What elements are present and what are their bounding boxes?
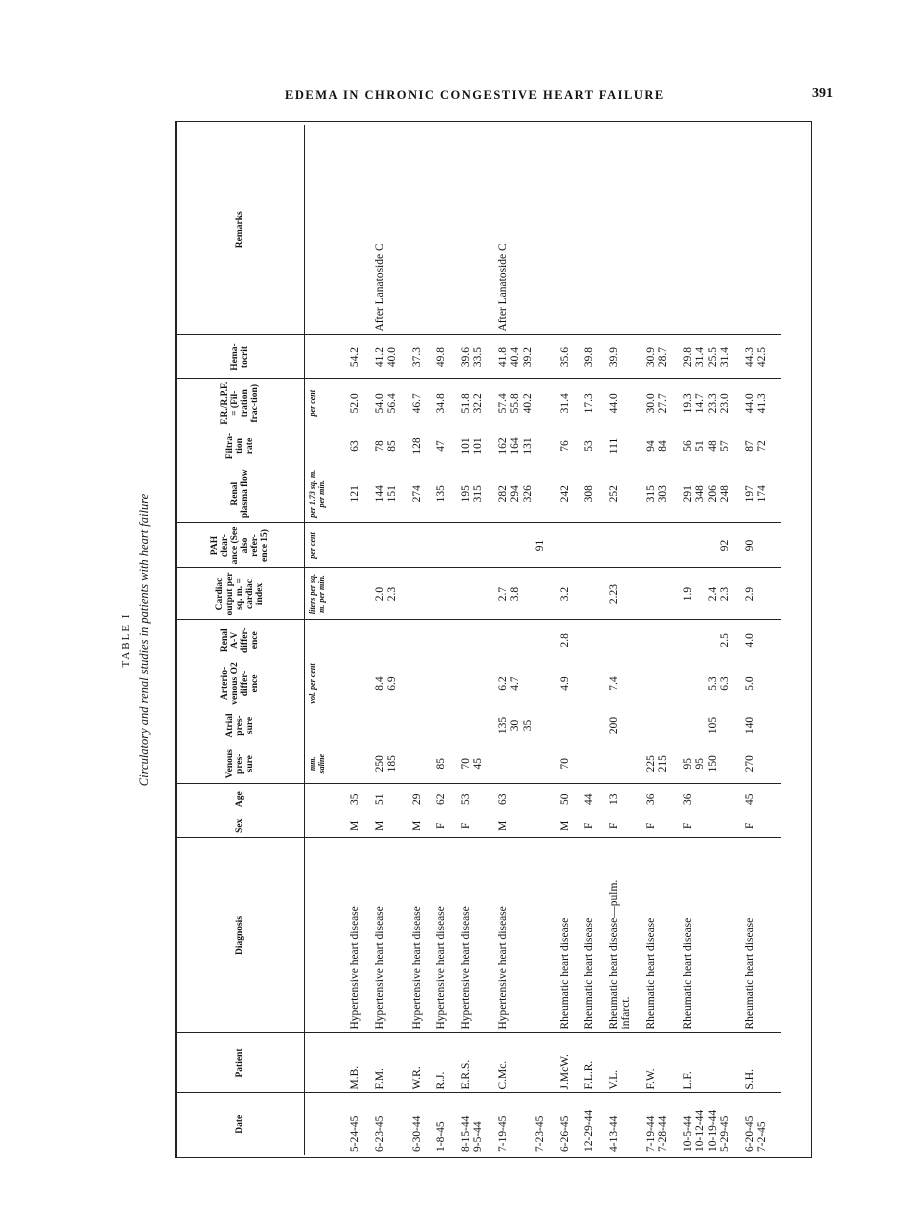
cell-remarks <box>583 125 608 335</box>
cell-ff: 52.0 <box>349 393 361 414</box>
unit-cell: vol. per cent <box>308 663 317 704</box>
cell-date: 5-24-45 <box>349 1115 361 1152</box>
cell-cardiac <box>460 568 497 620</box>
column-header: Renal plasma flow <box>175 465 305 523</box>
cell-diagnosis: Rheumatic heart disease <box>682 838 744 1033</box>
cell-atrial: 140 <box>743 716 756 735</box>
cell-av_o2: 5.3 6.3 <box>706 676 731 691</box>
cell-remarks <box>559 125 584 335</box>
cell-date: 6-30-44 <box>410 1115 423 1152</box>
cell-sex: F <box>608 814 645 838</box>
table-row <box>460 125 497 1155</box>
cell-renal_av <box>608 620 645 660</box>
cell-venous: 95 95 150 <box>682 744 744 784</box>
cell-date: 10-5-44 10-12-44 10-19-44 5-29-45 <box>681 1109 731 1152</box>
cell-rpf: 252 <box>608 465 645 523</box>
cell-sex: F <box>682 814 744 838</box>
cell-renal_av <box>349 620 374 660</box>
cell-hct: 29.8 31.4 25.5 31.4 <box>682 335 744 379</box>
cell-hct: 41.2 40.0 <box>374 335 411 379</box>
cell-patient: J.McW. <box>559 1033 584 1093</box>
cell-atrial: 105 <box>706 716 719 735</box>
cell-hct: 39.8 <box>583 335 608 379</box>
cell-renal_av <box>645 620 682 660</box>
cell-gfr: 162 164 131 <box>496 437 534 455</box>
cell-gfr: 128 <box>410 437 423 455</box>
cell-atrial <box>374 707 411 744</box>
cell-remarks <box>411 125 436 335</box>
cell-cardiac <box>411 568 436 620</box>
table-right-rule <box>175 121 812 122</box>
cell-rpf: 144 151 <box>374 465 411 523</box>
cell-rpf: 291 348 206 248 <box>682 465 744 523</box>
cell-age: 62 <box>435 793 447 805</box>
cell-atrial <box>460 707 497 744</box>
column-header: PAH clear-ance (See also refer-ence 15) <box>175 523 305 568</box>
cell-patient: C.Mc. <box>497 1033 559 1093</box>
cell-av_o2 <box>435 660 460 707</box>
cell-date: 6-23-45 <box>373 1115 386 1152</box>
column-header: Cardiac output per sq. m. = cardiac index <box>175 568 305 620</box>
unit-cell <box>305 125 350 335</box>
cell-cardiac: 2.0 2.3 <box>374 568 411 620</box>
cell-pah <box>435 523 460 568</box>
cell-venous <box>349 744 374 784</box>
cell-gfr: 47 <box>435 440 447 452</box>
cell-pah <box>583 523 608 568</box>
column-header: Patient <box>175 1033 305 1093</box>
cell-renal_av: 2.5 <box>719 633 731 648</box>
cell-renal_av <box>583 620 608 660</box>
cell-pah: 92 <box>682 523 744 568</box>
cell-rpf: 274 <box>411 465 436 523</box>
cell-diagnosis: Hypertensive heart disease <box>435 838 460 1033</box>
units-row <box>305 125 350 1155</box>
cell-atrial: 135 30 35 <box>496 716 534 735</box>
cell-ff: 17.3 <box>583 393 595 414</box>
unit-cell <box>305 707 350 744</box>
cell-ff: 30.0 27.7 <box>644 393 669 414</box>
cell-sex: F <box>744 814 781 838</box>
cell-age: 44 <box>583 793 595 805</box>
rotated-table-region <box>120 125 815 1155</box>
cell-rpf: 242 <box>559 465 584 523</box>
running-head: EDEMA IN CHRONIC CONGESTIVE HEART FAILURE <box>285 88 665 102</box>
cell-hct: 39.9 <box>608 335 645 379</box>
cell-pah <box>608 523 645 568</box>
cell-date: 7-19-45 7-23-45 <box>496 1115 546 1152</box>
cell-remarks <box>435 125 460 335</box>
cell-av_o2: 5.0 <box>743 676 756 691</box>
cell-sex: M <box>497 814 559 838</box>
cell-av_o2: 8.4 6.9 <box>373 676 398 691</box>
cell-renal_av <box>497 620 559 660</box>
unit-cell: per cent <box>308 390 317 417</box>
cell-pah <box>374 523 411 568</box>
cell-rpf: 135 <box>435 465 460 523</box>
cell-pah <box>645 523 682 568</box>
cell-cardiac <box>435 568 460 620</box>
cell-hct: 54.2 <box>349 335 374 379</box>
cell-atrial <box>645 707 682 744</box>
unit-cell <box>305 1093 350 1155</box>
cell-sex: F <box>460 814 497 838</box>
cell-pah <box>460 523 497 568</box>
cell-diagnosis: Hypertensive heart disease <box>497 838 559 1033</box>
cell-patient: V.L. <box>608 1033 645 1093</box>
cell-ff: 31.4 <box>558 393 571 414</box>
cell-hct: 37.3 <box>411 335 436 379</box>
cell-av_o2 <box>583 660 608 707</box>
cell-hct: 30.9 28.7 <box>645 335 682 379</box>
unit-cell <box>305 814 350 838</box>
cell-sex: F <box>435 814 460 838</box>
cell-age: 36 <box>681 793 694 805</box>
cell-age: 51 <box>373 793 386 805</box>
column-header: Atrial pres-sure <box>175 707 305 744</box>
cell-pah <box>411 523 436 568</box>
cell-remarks <box>349 125 374 335</box>
cell-renal_av <box>435 620 460 660</box>
cell-sex: M <box>411 814 436 838</box>
cell-rpf: 197 174 <box>744 465 781 523</box>
cell-ff: 44.0 41.3 <box>743 393 768 414</box>
table-row <box>559 125 584 1155</box>
cell-rpf: 308 <box>583 465 608 523</box>
cell-hct: 41.8 40.4 39.2 <box>497 335 559 379</box>
cell-ff: 54.0 56.4 <box>373 393 398 414</box>
cell-atrial <box>435 707 460 744</box>
cell-ff: 46.7 <box>410 393 423 414</box>
cell-age: 53 <box>459 793 472 805</box>
cell-renal_av: 2.8 <box>558 633 571 648</box>
table-title: Circulatory and renal studies in patients with heart failure <box>137 493 151 787</box>
cell-patient: R.J. <box>435 1033 460 1093</box>
column-header: Diagnosis <box>175 838 305 1033</box>
cell-diagnosis: Rheumatic heart disease <box>583 838 608 1033</box>
cell-remarks <box>744 125 781 335</box>
cell-age: 35 <box>349 793 361 805</box>
cell-diagnosis: Hypertensive heart disease <box>460 838 497 1033</box>
cell-date: 6-26-45 <box>558 1115 571 1152</box>
cell-patient: M.B. <box>349 1033 374 1093</box>
cell-venous <box>608 744 645 784</box>
cell-diagnosis: Rheumatic heart disease <box>559 838 584 1033</box>
column-header: Remarks <box>175 125 305 335</box>
cell-diagnosis: Rheumatic heart disease <box>645 838 682 1033</box>
cell-venous: 225 215 <box>645 744 682 784</box>
cell-diagnosis: Hypertensive heart disease <box>411 838 436 1033</box>
cell-hct: 39.6 33.5 <box>460 335 497 379</box>
cell-av_o2: 6.2 4.7 <box>496 676 521 691</box>
cell-renal_av <box>460 620 497 660</box>
cell-venous: 85 <box>435 744 460 784</box>
cell-av_o2 <box>349 660 374 707</box>
column-header: Filtra-tion rate <box>175 427 305 465</box>
cell-venous: 70 45 <box>460 744 497 784</box>
unit-cell <box>305 427 350 465</box>
cell-venous: 270 <box>744 744 781 784</box>
cell-ff: 57.4 55.8 40.2 <box>496 393 534 414</box>
cell-av_o2 <box>460 660 497 707</box>
cell-ff: 19.3 14.7 23.3 23.0 <box>681 393 731 414</box>
cell-atrial <box>559 707 584 744</box>
cell-atrial: 200 <box>607 716 620 735</box>
table-row <box>349 125 374 1155</box>
cell-gfr: 53 <box>583 440 595 452</box>
cell-rpf: 121 <box>349 465 374 523</box>
cell-atrial <box>349 707 374 744</box>
table-row <box>583 125 608 1155</box>
cell-cardiac <box>583 568 608 620</box>
cell-pah: 91 <box>497 523 559 568</box>
cell-ff: 51.8 32.2 <box>459 393 484 414</box>
cell-rpf: 195 315 <box>460 465 497 523</box>
cell-av_o2 <box>645 660 682 707</box>
column-header: Hema-tocrit <box>175 335 305 379</box>
table-row <box>497 125 559 1155</box>
cell-gfr: 63 <box>349 440 361 452</box>
cell-gfr: 78 85 <box>373 440 398 452</box>
cell-rpf: 282 294 326 <box>497 465 559 523</box>
cell-ff: 44.0 <box>607 393 620 414</box>
unit-cell <box>305 620 350 660</box>
cell-remarks <box>608 125 645 335</box>
cell-remarks <box>460 125 497 335</box>
cell-venous <box>583 744 608 784</box>
column-header: Arterio-venous O2 differ-ence <box>175 660 305 707</box>
cell-cardiac: 2.9 <box>744 568 781 620</box>
column-header: Date <box>175 1093 305 1155</box>
table-row <box>374 125 411 1155</box>
cell-venous: 250 185 <box>374 744 411 784</box>
unit-cell <box>305 1033 350 1093</box>
cell-patient: S.H. <box>744 1033 781 1093</box>
cell-av_o2: 7.4 <box>607 676 620 691</box>
cell-patient: F.M. <box>374 1033 411 1093</box>
table-row <box>608 125 645 1155</box>
unit-cell: per cent <box>305 523 350 568</box>
cell-cardiac: 2.23 <box>608 568 645 620</box>
cell-cardiac: 1.9 2.4 2.3 <box>682 568 744 620</box>
cell-ff: 34.8 <box>435 393 447 414</box>
table-row <box>744 125 781 1155</box>
unit-cell <box>305 335 350 379</box>
cell-cardiac: 3.2 <box>559 568 584 620</box>
cell-venous <box>411 744 436 784</box>
table-row <box>682 125 744 1155</box>
cell-gfr: 111 <box>607 437 620 455</box>
cell-date: 4-13-44 <box>607 1115 620 1152</box>
cell-hct: 44.3 42.5 <box>744 335 781 379</box>
unit-cell <box>305 784 350 814</box>
column-header: Venous pres-sure <box>175 744 305 784</box>
cell-renal_av <box>374 620 411 660</box>
column-header: F.R./R.P.F. = (Fil-tration frac-tion) <box>175 379 305 427</box>
cell-rpf: 315 303 <box>645 465 682 523</box>
cell-cardiac <box>349 568 374 620</box>
table-row <box>411 125 436 1155</box>
cell-sex: M <box>349 814 374 838</box>
cell-cardiac: 2.7 3.8 <box>497 568 559 620</box>
cell-diagnosis: Hypertensive heart disease <box>374 838 411 1033</box>
cell-renal_av: 4.0 <box>743 633 756 648</box>
cell-age: 36 <box>644 793 657 805</box>
cell-remarks: After Lanatoside C <box>374 125 411 335</box>
cell-age: 63 <box>496 793 509 805</box>
table-row <box>435 125 460 1155</box>
cell-pah <box>349 523 374 568</box>
cell-pah <box>559 523 584 568</box>
cell-gfr: 87 72 <box>743 440 768 452</box>
cell-patient: F.W. <box>645 1033 682 1093</box>
cell-gfr: 76 <box>558 440 571 452</box>
cell-age: 29 <box>410 793 423 805</box>
cell-atrial <box>411 707 436 744</box>
rotated-table <box>120 125 815 1155</box>
cell-av_o2 <box>411 660 436 707</box>
cell-remarks: After Lanatoside C <box>497 125 559 335</box>
cell-age: 13 <box>607 793 620 805</box>
cell-sex: F <box>583 814 608 838</box>
table-left-rule <box>175 1157 812 1158</box>
cell-date: 7-19-44 7-28-44 <box>644 1115 669 1152</box>
cell-patient: W.R. <box>411 1033 436 1093</box>
column-header: Renal A-V differ-ence <box>175 620 305 660</box>
header-row <box>175 125 305 1155</box>
cell-date: 12-29-44 <box>583 1109 595 1152</box>
cell-atrial <box>583 707 608 744</box>
cell-remarks <box>645 125 682 335</box>
cell-hct: 49.8 <box>435 335 460 379</box>
cell-age: 50 <box>558 793 571 805</box>
cell-gfr: 94 84 <box>644 440 669 452</box>
cell-date: 8-15-44 9-5-44 <box>459 1115 484 1152</box>
cell-cardiac <box>645 568 682 620</box>
column-header: Age <box>175 784 305 814</box>
cell-sex: M <box>559 814 584 838</box>
cell-pah: 90 <box>744 523 781 568</box>
cell-diagnosis: Hypertensive heart disease <box>349 838 374 1033</box>
page-number: 391 <box>812 86 833 101</box>
cell-diagnosis: Rheumatic heart disease <box>744 838 781 1033</box>
cell-sex: F <box>645 814 682 838</box>
cell-gfr: 56 51 48 57 <box>681 440 731 452</box>
column-header: Sex <box>175 814 305 838</box>
table-bottom-rule <box>811 122 812 1158</box>
cell-renal_av <box>411 620 436 660</box>
cell-venous: 70 <box>559 744 584 784</box>
cell-av_o2: 4.9 <box>558 676 571 691</box>
cell-patient: E.R.S. <box>460 1033 497 1093</box>
cell-diagnosis: Rheumatic heart disease—pulm. infarct. <box>608 838 645 1033</box>
cell-venous <box>497 744 559 784</box>
cell-date: 6-20-45 7-2-45 <box>743 1115 768 1152</box>
cell-patient: F.L.R. <box>583 1033 608 1093</box>
cell-remarks <box>682 125 744 335</box>
cell-patient: L.F. <box>682 1033 744 1093</box>
unit-cell: liters per sq. m. per min. <box>305 568 350 620</box>
cell-hct: 35.6 <box>559 335 584 379</box>
unit-cell <box>305 838 350 1033</box>
cell-gfr: 101 101 <box>459 437 484 455</box>
unit-cell: mm. saline <box>305 744 350 784</box>
cell-date: 1-8-45 <box>435 1121 447 1152</box>
cell-sex: M <box>374 814 411 838</box>
data-table <box>175 125 781 1155</box>
table-row <box>645 125 682 1155</box>
table-label: TABLE I <box>120 612 132 668</box>
cell-age: 45 <box>743 793 756 805</box>
unit-cell: per 1.73 sq. m. per min. <box>305 465 350 523</box>
